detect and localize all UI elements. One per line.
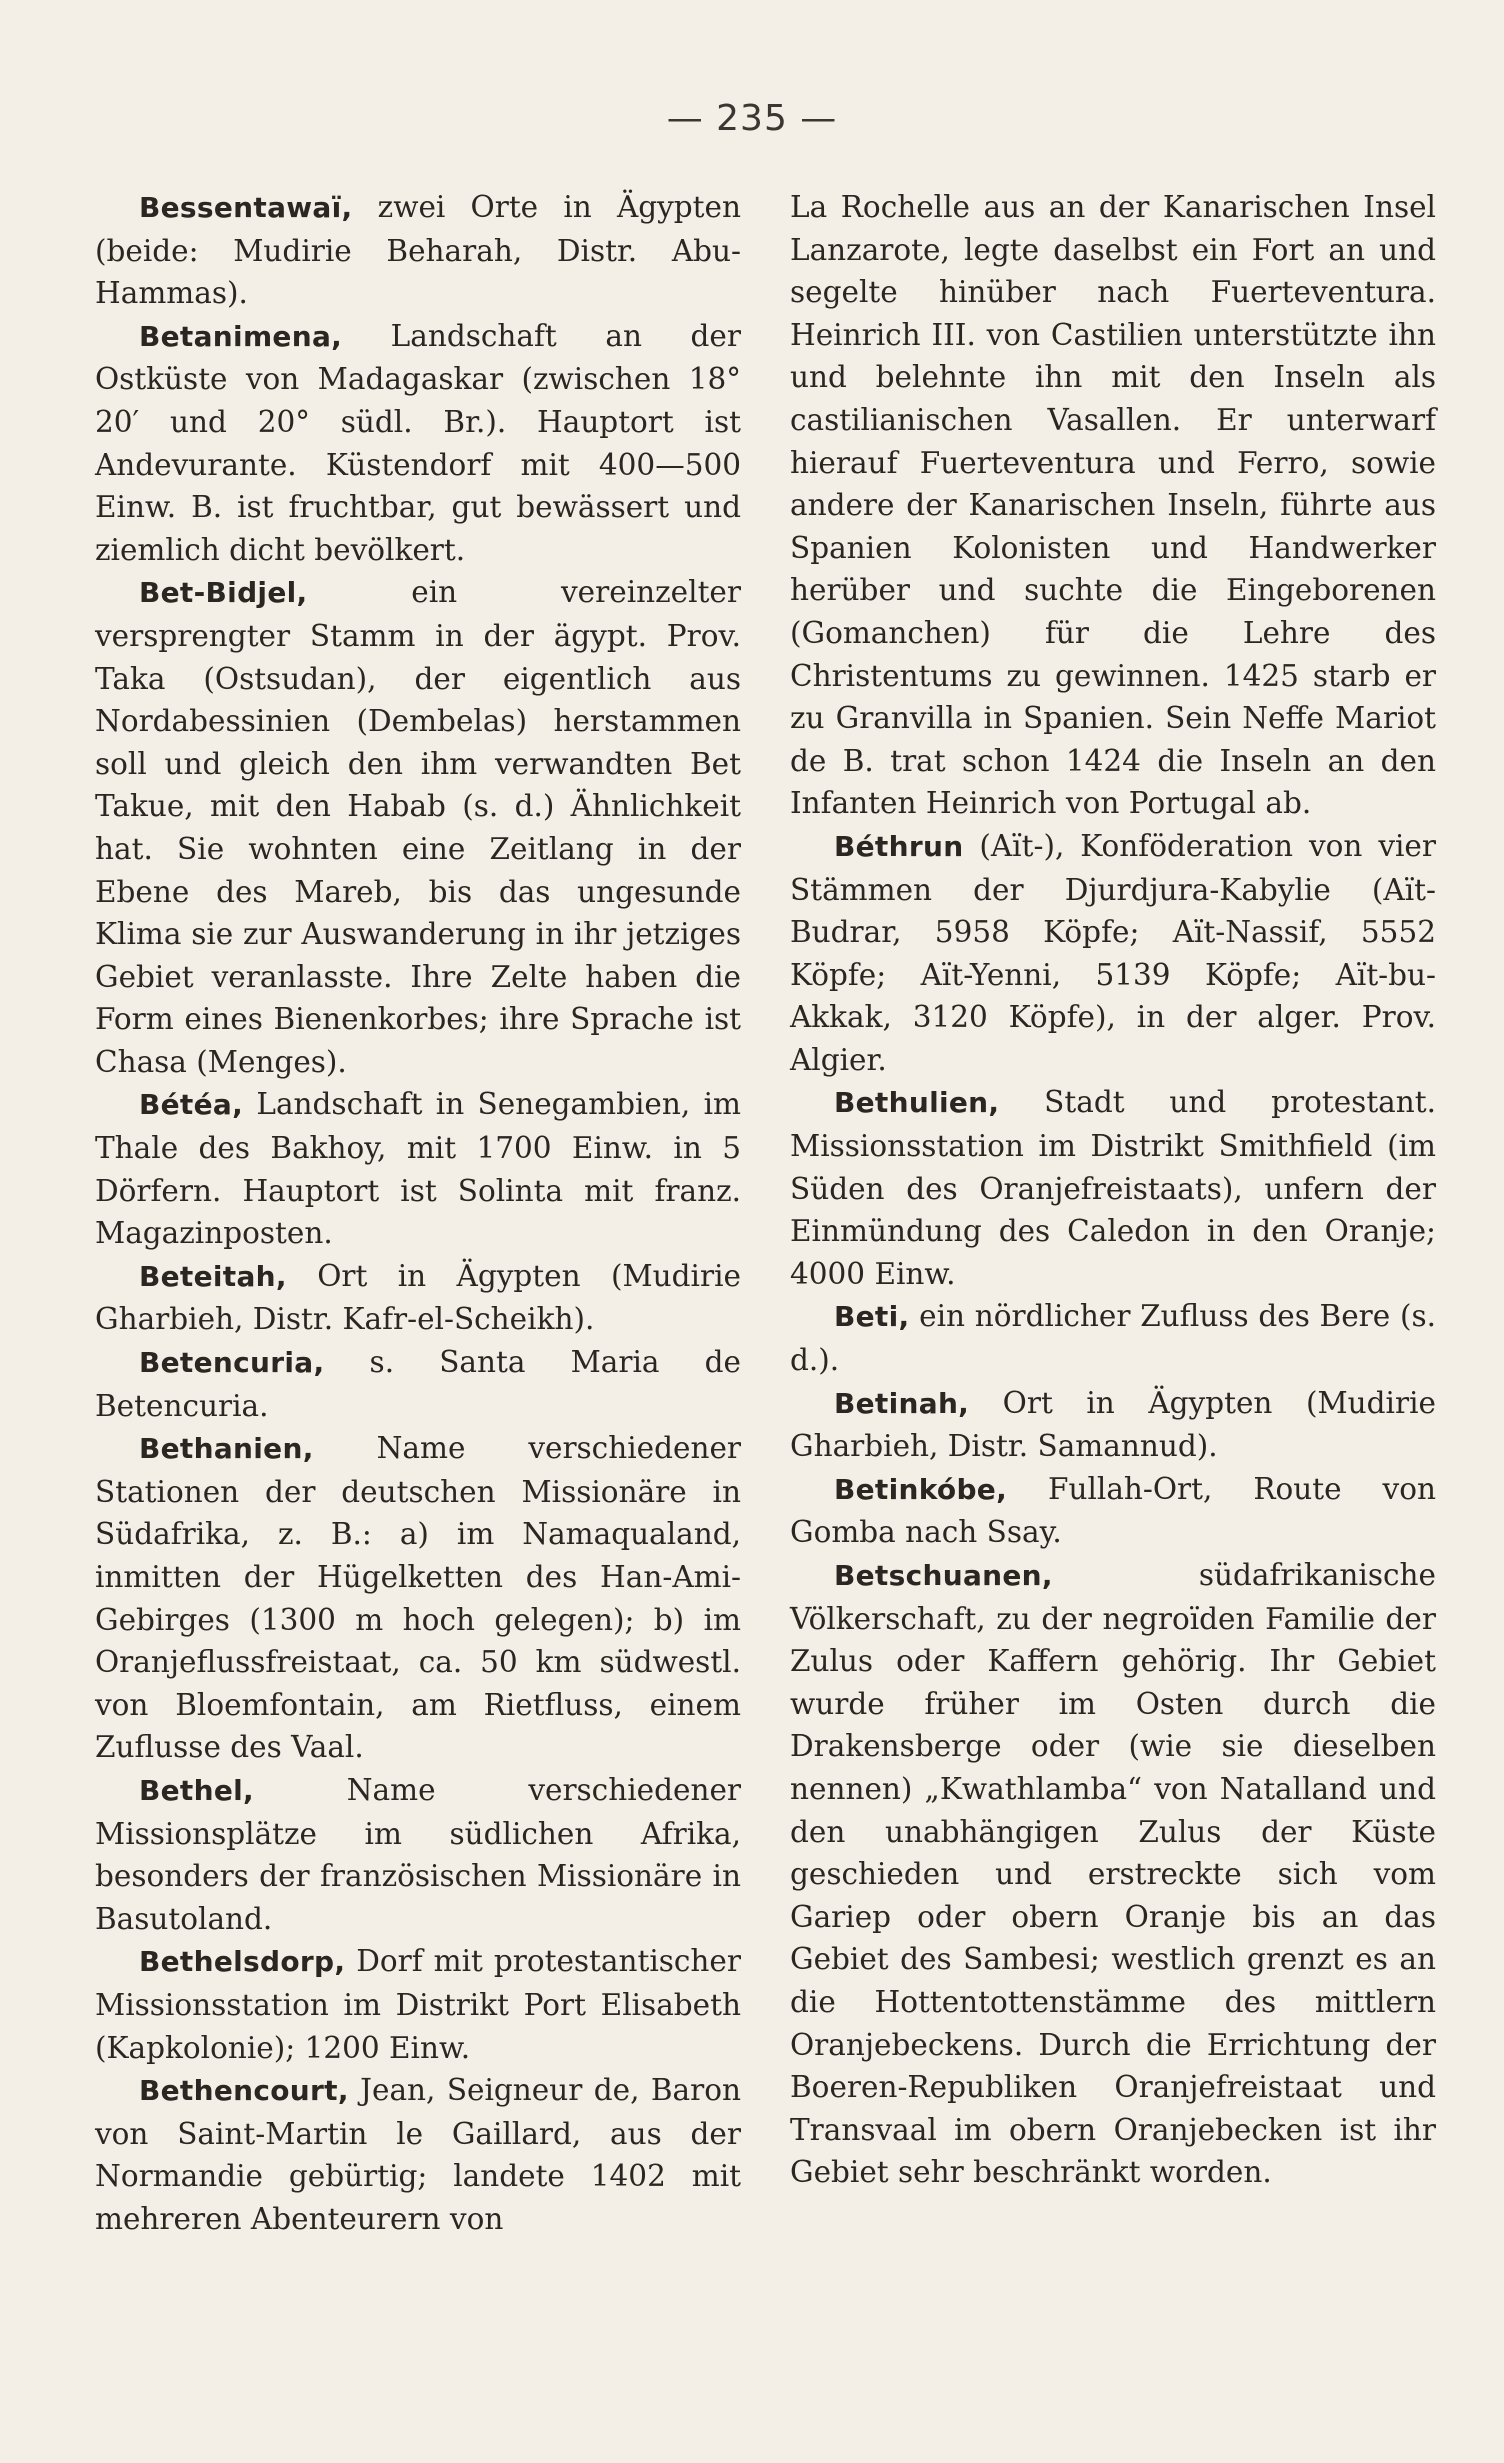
entry-headword: Beti, — [834, 1300, 910, 1334]
entry-headword: Bet-Bidjel, — [139, 576, 308, 610]
entry-headword: Bethanien, — [139, 1432, 314, 1466]
entry-text: Fullah-Ort, Route von Gomba nach Ssay. — [790, 1471, 1436, 1550]
entry-bethencourt-continued: La Rochelle aus an der Kanarischen Insel Lanzarote, legte daselbst ein Fort an und segelte hinüber nach Fuerteventura. Heinrich III. von Castilien unterstützte ihn und belehnte ihn mit den Inseln als castilianischen Vasallen. Er unterwarf hierauf Fuerteventura und Ferro, sowie andere der Kanarischen Inseln, führte aus Spanien Kolonisten und Handwerker herüber und suchte die Eingeborenen (Gomanchen) für die Lehre des Christentums zu gewinnen. 1425 starb er zu Granvilla in Spanien. Sein Neffe Mariot de B. trat schon 1424 die Inseln an den Infanten Heinrich von Portugal ab. — [790, 190, 1436, 821]
entry-bethanien — [95, 1427, 741, 1769]
entry-bethrun — [790, 825, 1436, 1082]
entry-headword: Bethencourt, — [139, 2074, 349, 2108]
entry-text: Ort in Ägypten (Mudirie Gharbieh, Distr. Samannud). — [790, 1385, 1436, 1464]
entry-headword: Bétéa, — [139, 1088, 244, 1122]
right-column — [790, 186, 1436, 2194]
entry-beti — [790, 1295, 1436, 1381]
entry-bethencourt — [95, 2069, 741, 2240]
entry-bethelsdorp — [95, 1940, 741, 2069]
entry-betencuria — [95, 1341, 741, 1427]
entry-text: Landschaft an der Ostküste von Madagaskar (zwischen 18° 20′ und 20° südl. Br.). Hauptort ist Andevurante. Küstendorf mit 400—500 Einw. B. ist fruchtbar, gut bewässert und ziemlich dicht bevölkert. — [95, 318, 741, 567]
entry-text: südafrikanische Völkerschaft, zu der negroïden Familie der Zulus oder Kaffern gehörig. Ihr Gebiet wurde früher im Osten durch die Drakensberge oder (wie sie dieselben nennen) „Kwathlamba“ von Natalland und den unabhängigen Zulus der Küste geschieden und erstreckte sich vom Gariep oder obern Oranje bis an das Gebiet des Sambesi; westlich grenzt es an die Hottentottenstämme des mittlern Oranjebeckens. Durch die Errichtung der Boeren-Republiken Oranjefreistaat und Transvaal im obern Oranjebecken ist ihr Gebiet sehr beschränkt worden. — [790, 1558, 1436, 2190]
entry-text: zwei Orte in Ägypten (beide: Mudirie Beharah, Distr. Abu-Hammas). — [95, 190, 741, 311]
entry-headword: Betencuria, — [139, 1346, 325, 1380]
entry-text: ein nördlicher Zufluss des Bere (s. d.). — [790, 1299, 1436, 1378]
entry-text: Ort in Ägypten (Mudirie Gharbieh, Distr. Kafr-el-Scheikh). — [95, 1258, 741, 1337]
entry-bessentawai — [95, 186, 741, 315]
left-column — [95, 186, 741, 2241]
entry-text: Name verschiedener Missionsplätze im südlichen Afrika, besonders der französischen Missionäre in Basutoland. — [95, 1772, 741, 1936]
entry-bethel — [95, 1769, 741, 1940]
entry-text: Landschaft in Senegambien, im Thale des Bakhoy, mit 1700 Einw. in 5 Dörfern. Hauptort ist Solinta mit franz. Magazinposten. — [95, 1087, 741, 1251]
entry-headword: Betinah, — [834, 1386, 970, 1420]
entry-text: Stadt und protestant. Missionsstation im Distrikt Smithfield (im Süden des Oranjefreistaats), unfern der Einmündung des Caledon in den Oranje; 4000 Einw. — [790, 1085, 1436, 1291]
entry-text: s. Santa Maria de Betencuria. — [95, 1345, 741, 1423]
entry-headword: Bethel, — [139, 1773, 254, 1807]
entry-text: Dorf mit protestantischer Missionsstation im Distrikt Port Elisabeth (Kapkolonie); 1200 Einw. — [95, 1944, 741, 2065]
entry-bet-bidjel — [95, 571, 741, 1083]
entry-betinah — [790, 1382, 1436, 1468]
entry-betschuanen — [790, 1554, 1436, 2194]
entry-headword: Béthrun — [834, 829, 964, 863]
entry-betea — [95, 1083, 741, 1254]
entry-text: (Aït-), Konföderation von vier Stämmen der Djurdjura-Kabylie (Aït-Budrar, 5958 Köpfe; Aït-Nassif, 5552 Köpfe; Aït-Yenni, 5139 Köpfe; Aït-bu-Akkak, 3120 Köpfe), in der alger. Prov. Algier. — [790, 828, 1436, 1077]
entry-text: Jean, Seigneur de, Baron von Saint-Martin le Gaillard, aus der Normandie gebürtig; landete 1402 mit mehreren Abenteurern von — [95, 2073, 741, 2236]
entry-text: ein vereinzelter versprengter Stamm in der ägypt. Prov. Taka (Ostsudan), der eigentlich aus Nordabessinien (Dembelas) herstammen soll und gleich den ihm verwandten Bet Takue, mit den Habab (s. d.) Ähnlichkeit hat. Sie wohnten eine Zeitlang in der Ebene des Mareb, bis das ungesunde Klima sie zur Auswanderung in ihr jetziges Gebiet veranlasste. Ihre Zelte haben die Form eines Bienenkorbes; ihre Sprache ist Chasa (Menges). — [95, 575, 741, 1079]
entry-headword: Betanimena, — [139, 319, 343, 353]
entry-text: Name verschiedener Stationen der deutschen Missionäre in Südafrika, z. B.: a) im Namaqualand, inmitten der Hügelketten des Han-Ami-Gebirges (1300 m hoch gelegen); b) im Oranjeflussfreistaat, ca. 50 km südwestl. von Bloemfontain, am Rietfluss, einem Zuflusse des Vaal. — [95, 1431, 741, 1765]
entry-betinkobe — [790, 1468, 1436, 1554]
entry-headword: Bethelsdorp, — [139, 1945, 346, 1979]
page-number: — 235 — — [666, 98, 838, 139]
entry-beteitah — [95, 1255, 741, 1341]
entry-headword: Beteitah, — [139, 1259, 287, 1293]
entry-headword: Betschuanen, — [834, 1559, 1053, 1592]
entry-headword: Betinkóbe, — [834, 1472, 1008, 1506]
entry-headword: Bessentawaï, — [139, 191, 353, 224]
entry-bethulien — [790, 1081, 1436, 1295]
entry-headword: Bethulien, — [834, 1086, 1000, 1120]
entry-betanimena — [95, 315, 741, 572]
